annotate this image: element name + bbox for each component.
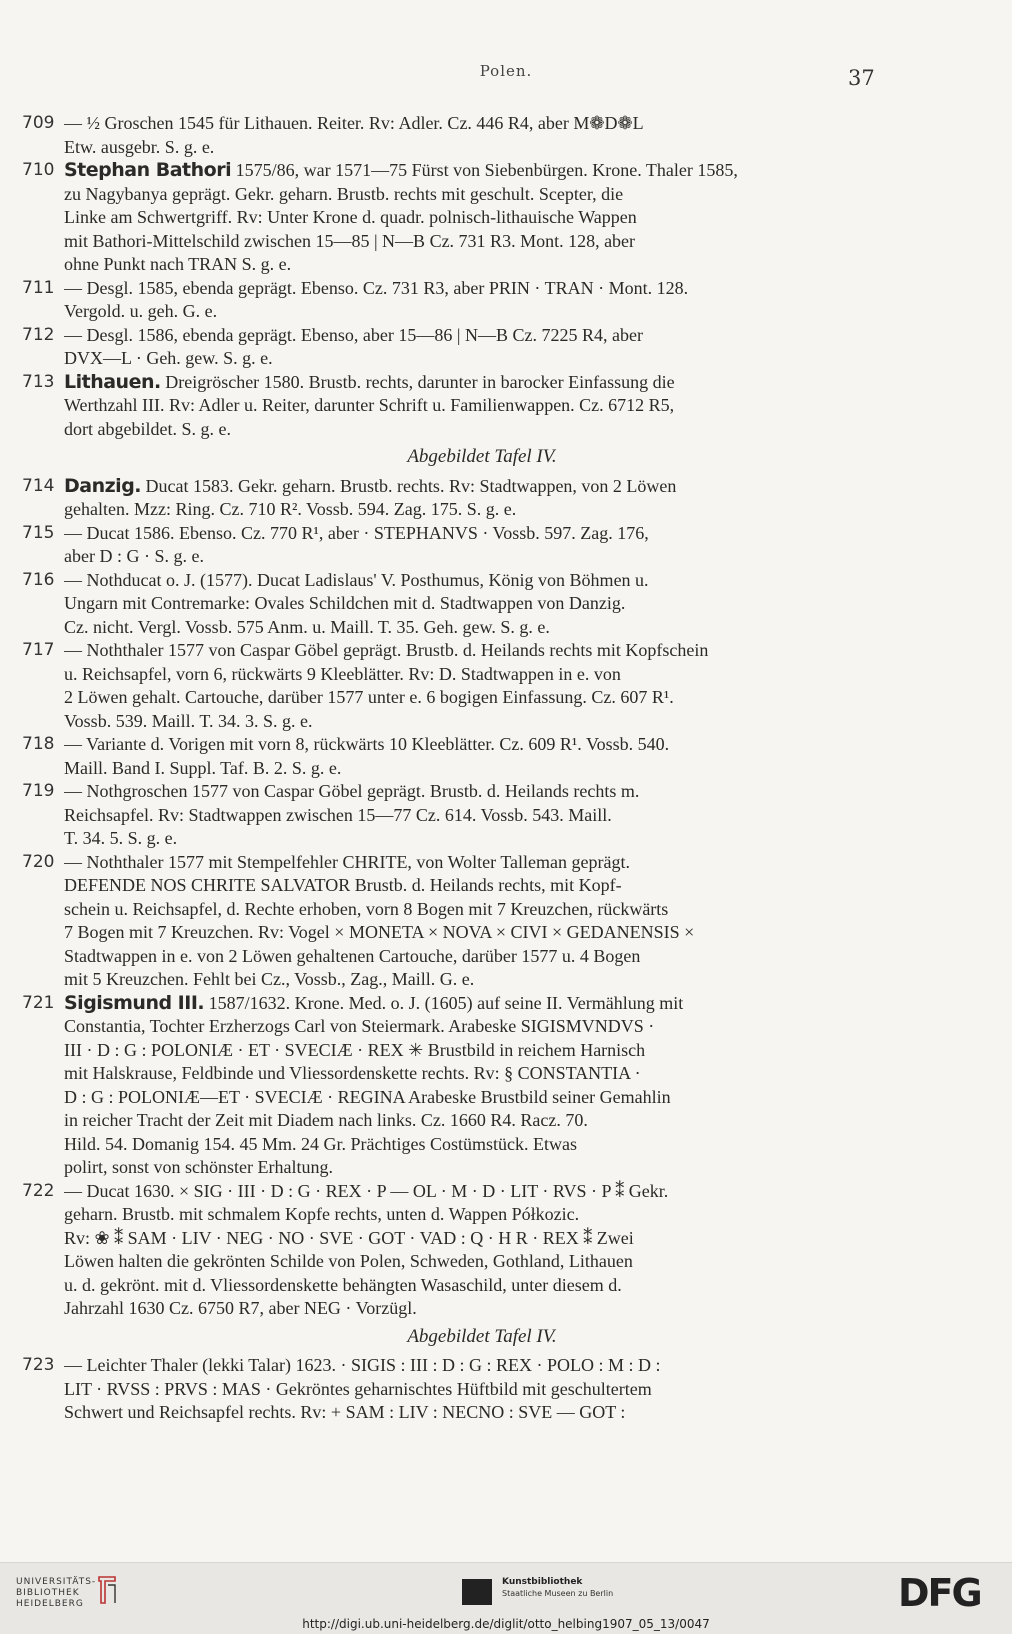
entry-text [64, 475, 892, 522]
entry-line: — ½ Groschen 1545 für Lithauen. Reiter. Rv: Adler. Cz. 446 R4, aber M❁D❁L [64, 113, 644, 133]
entry-text [64, 1180, 892, 1321]
entry-text [64, 569, 892, 640]
entry-line: — Ducat 1630. × SIG · III · D : G · REX · P — OL · M · D · LIT · RVS · P ⁑ Gekr. [64, 1180, 669, 1201]
entry-line: T. 34. 5. S. g. e. [64, 828, 178, 848]
lot-number: 715 [22, 522, 55, 543]
entry-line: LIT · RVSS : PRVS : MAS · Gekröntes geharnischtes Hüftbild mit geschultertem [64, 1378, 652, 1399]
entry-line: Ungarn mit Contremarke: Ovales Schildchen mit d. Stadtwappen von Danzig. [64, 593, 626, 613]
entry-text [64, 992, 892, 1180]
lot-number: 719 [22, 781, 55, 801]
entry-line: Maill. Band I. Suppl. Taf. B. 2. S. g. e. [64, 757, 342, 778]
lot-number: 722 [22, 1180, 55, 1201]
entry-line: ohne Punkt nach TRAN S. g. e. [64, 254, 292, 274]
entry-line: Vossb. 539. Maill. T. 34. 3. S. g. e. [64, 710, 313, 731]
lot-number: 711 [22, 277, 55, 298]
running-title: Polen. [479, 62, 533, 80]
entry-text [64, 733, 892, 780]
entry-line: Hild. 54. Domanig 154. 45 Mm. 24 Gr. Prächtiges Costümstück. Etwas [64, 1133, 577, 1154]
entry-text [64, 851, 892, 992]
lot-number: 723 [22, 1355, 55, 1375]
entry-line: mit Halskrause, Feldbinde und Vliessordenskette rechts. Rv: § CONSTANTIA · [64, 1063, 641, 1083]
entry-text [64, 639, 892, 733]
lot-number: 721 [22, 992, 55, 1013]
ruler-heading: Lithauen. [64, 370, 161, 393]
catalog-entry [22, 1354, 892, 1425]
entry-line: DEFENDE NOS CHRITE SALVATOR Brustb. d. Heilands rechts, mit Kopf- [64, 875, 622, 895]
entry-line: Cz. nicht. Vergl. Vossb. 575 Anm. u. Maill. T. 35. Geh. gew. S. g. e. [64, 616, 550, 637]
entry-line: Stephan Bathori 1575/86, war 1571—75 Fürst von Siebenbürgen. Krone. Thaler 1585, [64, 159, 738, 181]
entry-line: Jahrzahl 1630 Cz. 6750 R7, aber NEG · Vorzügl. [64, 1298, 417, 1318]
entry-line: u. Reichsapfel, vorn 6, rückwärts 9 Kleeblätter. Rv: D. Stadtwappen in e. von [64, 663, 621, 684]
entry-line: — Leichter Thaler (lekki Talar) 1623. · SIGIS : III : D : G : REX · POLO : M : D : [64, 1355, 661, 1375]
footer-bar: UNIVERSITÄTS- BIBLIOTHEK HEIDELBERG Kunstbibliothek Staatliche Museen zu Berlin DFG http://digi.ub.uni-heidelberg.de/diglit/otto_helbing1907_05_13/0047 [0, 1562, 1012, 1634]
entry-line: schein u. Reichsapfel, d. Rechte erhoben, vorn 8 Bogen mit 7 Kreuzchen, rückwärts [64, 898, 669, 919]
catalog-entry [22, 475, 892, 522]
entry-line: Schwert und Reichsapfel rechts. Rv: + SAM : LIV : NECNO : SVE — GOT : [64, 1402, 626, 1422]
entry-line: — Desgl. 1586, ebenda geprägt. Ebenso, aber 15—86 | N—B Cz. 7225 R4, aber [64, 324, 643, 345]
entry-line: — Desgl. 1585, ebenda geprägt. Ebenso. Cz. 731 R3, aber PRIN · TRAN · Mont. 128. [64, 277, 689, 298]
entry-line: — Nothgroschen 1577 von Caspar Göbel geprägt. Brustb. d. Heilands rechts m. [64, 781, 640, 801]
lot-number: 720 [22, 851, 55, 872]
lot-number: 717 [22, 640, 55, 660]
entry-text [64, 277, 892, 324]
entry-line: Etw. ausgebr. S. g. e. [64, 136, 215, 157]
university-library-label[interactable]: UNIVERSITÄTS- BIBLIOTHEK HEIDELBERG [16, 1577, 97, 1609]
entry-line: Löwen halten die gekrönten Schilde von Polen, Schweden, Gothland, Lithauen [64, 1251, 633, 1271]
lot-number: 713 [22, 371, 55, 392]
dfg-logo[interactable]: DFG [898, 1571, 981, 1615]
entry-text [64, 522, 892, 569]
permalink-url[interactable]: http://digi.ub.uni-heidelberg.de/diglit/otto_helbing1907_05_13/0047 [302, 1617, 710, 1631]
plate-reference: Abgebildet Tafel IV. [407, 1325, 557, 1347]
page-number: 37 [848, 66, 875, 90]
lot-number: 709 [22, 113, 55, 133]
catalog-entries [22, 112, 892, 1425]
catalog-entry [22, 992, 892, 1180]
plate-reference: Abgebildet Tafel IV. [407, 446, 557, 467]
entry-line: — Variante d. Vorigen mit vorn 8, rückwärts 10 Kleeblätter. Cz. 609 R¹. Vossb. 540. [64, 734, 670, 754]
entry-line: 7 Bogen mit 7 Kreuzchen. Rv: Vogel × MONETA × NOVA × CIVI × GEDANENSIS × [64, 922, 695, 942]
lot-number: 710 [22, 160, 55, 180]
ruler-heading: Danzig. [64, 474, 142, 497]
entry-text [64, 324, 892, 371]
catalog-entry [22, 1180, 892, 1321]
catalog-entry [22, 277, 892, 324]
lot-number: 718 [22, 734, 55, 754]
entry-line: Rv: ❀ ⁑ SAM · LIV · NEG · NO · SVE · GOT · VAD : Q · H R · REX ⁑ Zwei [64, 1227, 634, 1248]
entry-text [64, 371, 892, 442]
entry-line: DVX—L · Geh. gew. S. g. e. [64, 348, 273, 368]
entry-text [64, 1354, 892, 1425]
entry-line: III · D : G : POLONIÆ · ET · SVECIÆ · REX ✳ Brustbild in reichem Harnisch [64, 1039, 646, 1060]
entry-line: Lithauen. Dreigröscher 1580. Brustb. rechts, darunter in barocker Einfassung die [64, 370, 675, 393]
entry-line: Vergold. u. geh. G. e. [64, 301, 218, 321]
entry-line: aber D : G · S. g. e. [64, 546, 204, 566]
lot-number: 716 [22, 569, 55, 590]
catalog-entry [22, 324, 892, 371]
entry-text [64, 112, 892, 159]
entry-line: in reicher Tracht der Zeit mit Diadem nach links. Cz. 1660 R4. Racz. 70. [64, 1110, 588, 1130]
lot-number: 712 [22, 324, 55, 345]
entry-line: — Nothducat o. J. (1577). Ducat Ladislaus' V. Posthumus, König von Böhmen u. [64, 569, 649, 590]
entry-line: zu Nagybanya geprägt. Gekr. geharn. Brustb. rechts mit geschult. Scepter, die [64, 183, 624, 204]
entry-line: — Noththaler 1577 von Caspar Göbel geprägt. Brustb. d. Heilands rechts mit Kopfschein [64, 640, 709, 660]
entry-line: mit 5 Kreuzchen. Fehlt bei Cz., Vossb., Zag., Maill. G. e. [64, 969, 475, 989]
entry-line: mit Bathori-Mittelschild zwischen 15—85 | N—B Cz. 731 R3. Mont. 128, aber [64, 230, 636, 251]
entry-line: Constantia, Tochter Erzherzogs Carl von Steiermark. Arabeske SIGISMVNDVS · [64, 1016, 655, 1036]
catalog-entry [22, 159, 892, 277]
entry-line: Danzig. Ducat 1583. Gekr. geharn. Brustb. rechts. Rv: Stadtwappen, von 2 Löwen [64, 474, 677, 497]
entry-line: 2 Löwen gehalt. Cartouche, darüber 1577 unter e. 6 bogigen Einfassung. Cz. 607 R¹. [64, 687, 674, 707]
entry-line: geharn. Brustb. mit schmalem Kopfe rechts, unten d. Wappen Półkozic. [64, 1204, 580, 1224]
entry-line: polirt, sonst von schönster Erhaltung. [64, 1157, 333, 1177]
entry-line: — Ducat 1586. Ebenso. Cz. 770 R¹, aber · STEPHANVS · Vossb. 597. Zag. 176, [64, 522, 649, 543]
entry-line: Sigismund III. 1587/1632. Krone. Med. o. J. (1605) auf seine II. Vermählung mit [64, 991, 684, 1014]
catalog-entry [22, 851, 892, 992]
catalog-entry [22, 780, 892, 851]
entry-line: Stadtwappen in e. von 2 Löwen gehaltenen Cartouche, darüber 1577 u. 4 Bogen [64, 945, 641, 966]
catalog-entry [22, 733, 892, 780]
catalog-entry [22, 522, 892, 569]
entry-line: Werthzahl III. Rv: Adler u. Reiter, darunter Schrift u. Familienwappen. Cz. 6712 R5, [64, 395, 675, 415]
entry-line: Linke am Schwertgriff. Rv: Unter Krone d. quadr. polnisch-lithauische Wappen [64, 207, 637, 227]
kunstbibliothek-mark-icon [462, 1579, 492, 1605]
entry-line: Reichsapfel. Rv: Stadtwappen zwischen 15—77 Cz. 614. Vossb. 543. Maill. [64, 804, 612, 825]
entry-line: — Noththaler 1577 mit Stempelfehler CHRITE, von Wolter Talleman geprägt. [64, 851, 630, 872]
catalog-entry [22, 639, 892, 733]
catalog-entry [22, 569, 892, 640]
entry-text [64, 159, 892, 277]
entry-line: u. d. gekrönt. mit d. Vliessordenskette behängten Wasaschild, unter diesem d. [64, 1274, 622, 1295]
entry-line: dort abgebildet. S. g. e. [64, 418, 231, 439]
entry-line: gehalten. Mzz: Ring. Cz. 710 R². Vossb. 594. Zag. 175. S. g. e. [64, 499, 517, 519]
catalog-entry [22, 112, 892, 159]
entry-text [64, 780, 892, 851]
entry-line: D : G : POLONIÆ—ET · SVECIÆ · REGINA Arabeske Brustbild seiner Gemahlin [64, 1086, 671, 1107]
catalog-entry [22, 371, 892, 442]
heidelberg-logo-icon[interactable] [96, 1573, 118, 1607]
lot-number: 714 [22, 475, 55, 496]
ruler-heading: Sigismund III. [64, 991, 205, 1014]
ruler-heading: Stephan Bathori [64, 159, 232, 181]
